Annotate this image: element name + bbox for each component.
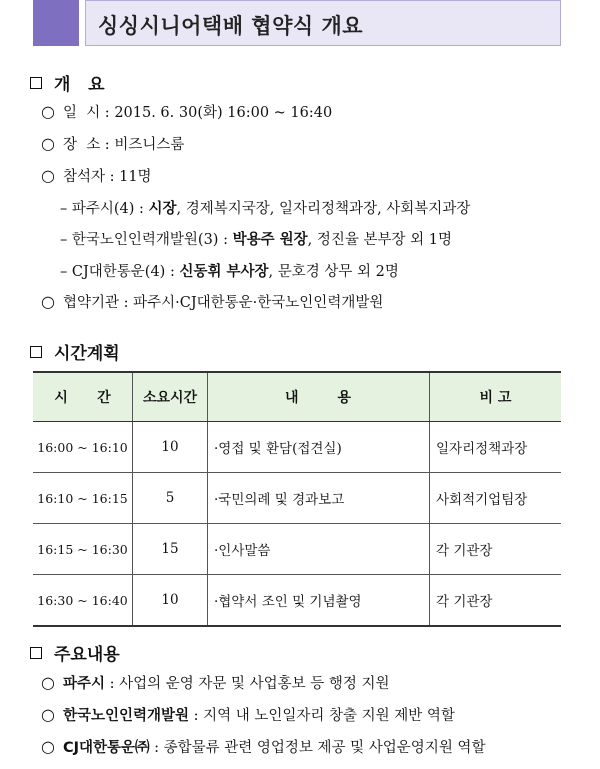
cell-duration: 5: [133, 473, 208, 524]
main-item: ○ 파주시 : 사업의 운영 자문 및 사업홍보 등 행정 지원: [41, 673, 390, 692]
cell-note: 일자리정책과장: [430, 422, 562, 473]
header-time: 시 간: [33, 372, 133, 422]
table-row: [33, 524, 561, 575]
table-header-row: [33, 372, 561, 422]
header-duration: 소요시간: [133, 372, 208, 422]
cell-content: ·협약서 조인 및 기념촬영: [208, 575, 430, 627]
table-row: [33, 473, 561, 524]
cell-time: 16:30 ~ 16:40: [33, 575, 133, 627]
main-item: ○ 한국노인인력개발원 : 지역 내 노인일자리 창출 지원 제반 역할: [41, 705, 455, 724]
section-heading-overview: 개 요: [30, 70, 105, 95]
circle-bullet-icon: ○: [41, 705, 55, 724]
title-banner: [33, 0, 561, 46]
title-box: [85, 0, 561, 46]
cell-content: ·국민의례 및 경과보고: [208, 473, 430, 524]
overview-place: ○ 장 소 : 비즈니스룸: [41, 134, 185, 153]
section-heading-main: 주요내용: [30, 640, 120, 665]
cell-duration: 10: [133, 575, 208, 627]
table-row: [33, 422, 561, 473]
square-bullet-icon: [30, 647, 42, 659]
table-row: [33, 575, 561, 627]
header-content: 내 용: [208, 372, 430, 422]
overview-agreement: ○ 협약기관 : 파주시·CJ대한통운·한국노인인력개발원: [41, 292, 384, 311]
cell-note: 각 기관장: [430, 575, 562, 627]
schedule-table: [33, 371, 561, 627]
section-heading-schedule: 시간계획: [30, 339, 120, 364]
attendee-group: – CJ대한통운(4) : 신동휘 부사장, 문호경 상무 외 2명: [60, 264, 399, 280]
circle-bullet-icon: ○: [41, 134, 55, 153]
overview-date: ○ 일 시 : 2015. 6. 30(화) 16:00 ~ 16:40: [41, 102, 333, 121]
cell-note: 사회적기업팀장: [430, 473, 562, 524]
circle-bullet-icon: ○: [41, 292, 55, 311]
cell-note: 각 기관장: [430, 524, 562, 575]
attendee-group: – 한국노인인력개발원(3) : 박용주 원장, 정진율 본부장 외 1명: [60, 232, 452, 248]
attendee-group: – 파주시(4) : 시장, 경제복지국장, 일자리정책과장, 사회복지과장: [60, 201, 471, 217]
circle-bullet-icon: ○: [41, 166, 55, 185]
circle-bullet-icon: ○: [41, 673, 55, 692]
cell-time: 16:10 ~ 16:15: [33, 473, 133, 524]
circle-bullet-icon: ○: [41, 102, 55, 121]
square-bullet-icon: [30, 77, 42, 89]
circle-bullet-icon: ○: [41, 737, 55, 756]
square-bullet-icon: [30, 346, 42, 358]
cell-duration: 10: [133, 422, 208, 473]
header-note: 비 고: [430, 372, 562, 422]
overview-attendees: ○ 참석자 : 11명: [41, 166, 152, 185]
title-accent-block: [33, 0, 79, 46]
main-item: ○ CJ대한통운㈜ : 종합물류 관련 영업정보 제공 및 사업운영지원 역할: [41, 737, 486, 756]
cell-time: 16:00 ~ 16:10: [33, 422, 133, 473]
cell-content: ·영접 및 환담(접견실): [208, 422, 430, 473]
cell-content: ·인사말씀: [208, 524, 430, 575]
page-title: 싱싱시니어택배 협약식 개요: [98, 14, 364, 38]
cell-time: 16:15 ~ 16:30: [33, 524, 133, 575]
cell-duration: 15: [133, 524, 208, 575]
